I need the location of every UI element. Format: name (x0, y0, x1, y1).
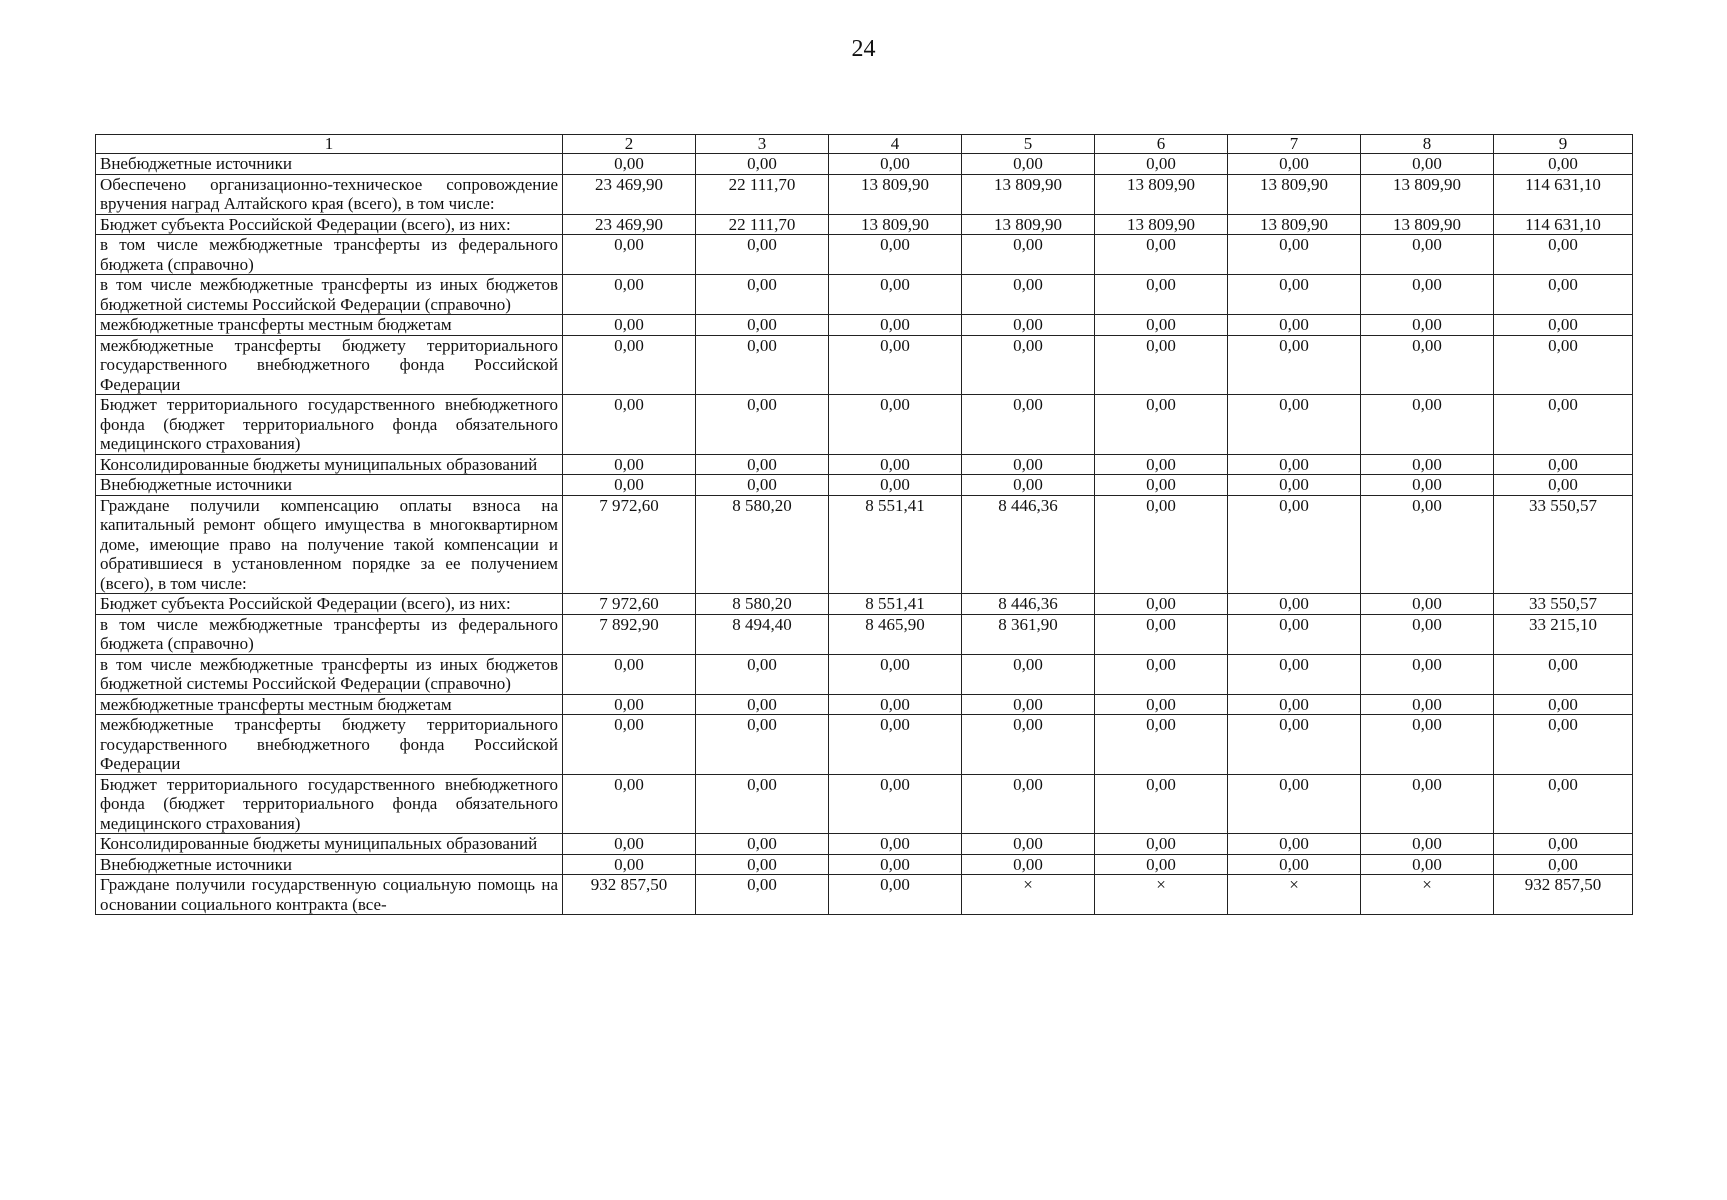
value-cell: 0,00 (1228, 275, 1361, 315)
value-cell: 0,00 (1228, 475, 1361, 496)
value-cell: 0,00 (1361, 495, 1494, 594)
value-cell: 33 215,10 (1494, 614, 1633, 654)
table-row (96, 875, 1633, 915)
row-label: Внебюджетные источники (96, 854, 563, 875)
value-cell: 0,00 (1361, 395, 1494, 455)
value-cell: 0,00 (1361, 774, 1494, 834)
value-cell: 0,00 (1095, 235, 1228, 275)
row-label: Граждане получили государственную социальную помощь на основании социального контракта (все- (96, 875, 563, 915)
column-header: 2 (563, 135, 696, 154)
row-label: Граждане получили компенсацию оплаты взноса на капитальный ремонт общего имущества в многоквартирном доме, имеющие право на получение такой компенсации и обратившиеся в установленном порядке за ее получением (всего), в том числе: (96, 495, 563, 594)
value-cell: 0,00 (1228, 235, 1361, 275)
value-cell: 13 809,90 (1228, 214, 1361, 235)
table-row (96, 694, 1633, 715)
row-label: межбюджетные трансферты местным бюджетам (96, 315, 563, 336)
value-cell: 0,00 (563, 774, 696, 834)
column-header: 7 (1228, 135, 1361, 154)
value-cell: × (962, 875, 1095, 915)
value-cell: 0,00 (1494, 694, 1633, 715)
value-cell: 0,00 (1361, 235, 1494, 275)
table-row (96, 275, 1633, 315)
value-cell: 0,00 (1494, 475, 1633, 496)
value-cell: 0,00 (696, 694, 829, 715)
value-cell: 0,00 (1361, 154, 1494, 175)
value-cell: 0,00 (1228, 774, 1361, 834)
value-cell: 0,00 (1361, 454, 1494, 475)
table-row (96, 654, 1633, 694)
value-cell: 0,00 (1228, 614, 1361, 654)
value-cell: 0,00 (1494, 335, 1633, 395)
value-cell: 0,00 (829, 275, 962, 315)
value-cell: 0,00 (1494, 854, 1633, 875)
value-cell: 0,00 (1361, 614, 1494, 654)
row-label: в том числе межбюджетные трансферты из иных бюджетов бюджетной системы Российской Федерации (справочно) (96, 654, 563, 694)
table-row (96, 495, 1633, 594)
value-cell: 0,00 (1361, 335, 1494, 395)
value-cell: 13 809,90 (1361, 174, 1494, 214)
table-row (96, 235, 1633, 275)
value-cell: 0,00 (1361, 834, 1494, 855)
value-cell: 0,00 (696, 854, 829, 875)
value-cell: 0,00 (1228, 694, 1361, 715)
value-cell: 0,00 (1361, 694, 1494, 715)
value-cell: 0,00 (1228, 315, 1361, 336)
value-cell: 0,00 (1095, 694, 1228, 715)
column-header: 1 (96, 135, 563, 154)
value-cell: 0,00 (1228, 654, 1361, 694)
value-cell: 8 551,41 (829, 495, 962, 594)
value-cell: 0,00 (1095, 154, 1228, 175)
value-cell: 0,00 (1095, 454, 1228, 475)
value-cell: 0,00 (1228, 335, 1361, 395)
value-cell: 0,00 (1095, 495, 1228, 594)
value-cell: 0,00 (962, 335, 1095, 395)
value-cell: 0,00 (1494, 454, 1633, 475)
value-cell: 0,00 (563, 854, 696, 875)
value-cell: 0,00 (829, 694, 962, 715)
value-cell: 0,00 (1494, 774, 1633, 834)
value-cell: 7 972,60 (563, 594, 696, 615)
table-row (96, 315, 1633, 336)
table-row (96, 335, 1633, 395)
row-label: межбюджетные трансферты бюджету территориального государственного внебюджетного фонда Российской Федерации (96, 335, 563, 395)
value-cell: 0,00 (1361, 594, 1494, 615)
value-cell: 0,00 (829, 715, 962, 775)
page-number: 24 (851, 36, 876, 62)
table-row (96, 774, 1633, 834)
value-cell: × (1361, 875, 1494, 915)
value-cell: 0,00 (696, 834, 829, 855)
value-cell: 0,00 (829, 854, 962, 875)
value-cell: 0,00 (563, 154, 696, 175)
table-row (96, 614, 1633, 654)
value-cell: 0,00 (1095, 614, 1228, 654)
value-cell: 0,00 (563, 654, 696, 694)
value-cell: × (1228, 875, 1361, 915)
value-cell: 13 809,90 (829, 214, 962, 235)
value-cell: 0,00 (563, 335, 696, 395)
value-cell: 0,00 (696, 475, 829, 496)
value-cell: 0,00 (829, 834, 962, 855)
value-cell: 0,00 (962, 854, 1095, 875)
value-cell: 8 446,36 (962, 594, 1095, 615)
row-label: межбюджетные трансферты бюджету территориального государственного внебюджетного фонда Российской Федерации (96, 715, 563, 775)
table-row (96, 715, 1633, 775)
value-cell: 0,00 (563, 235, 696, 275)
value-cell: 0,00 (563, 454, 696, 475)
value-cell: 0,00 (563, 475, 696, 496)
value-cell: 13 809,90 (1095, 174, 1228, 214)
value-cell: 0,00 (1095, 774, 1228, 834)
value-cell: 22 111,70 (696, 174, 829, 214)
value-cell: 114 631,10 (1494, 214, 1633, 235)
value-cell: 0,00 (962, 834, 1095, 855)
table-row (96, 454, 1633, 475)
value-cell: 8 446,36 (962, 495, 1095, 594)
value-cell: 0,00 (563, 715, 696, 775)
value-cell: 0,00 (696, 154, 829, 175)
value-cell: 8 465,90 (829, 614, 962, 654)
value-cell: 13 809,90 (962, 174, 1095, 214)
value-cell: 114 631,10 (1494, 174, 1633, 214)
value-cell: 0,00 (1228, 395, 1361, 455)
value-cell: 0,00 (962, 275, 1095, 315)
value-cell: 13 809,90 (1095, 214, 1228, 235)
value-cell: 0,00 (1095, 654, 1228, 694)
value-cell: 0,00 (1361, 654, 1494, 694)
value-cell: 13 809,90 (1228, 174, 1361, 214)
value-cell: 0,00 (829, 335, 962, 395)
value-cell: 0,00 (962, 395, 1095, 455)
value-cell: 932 857,50 (1494, 875, 1633, 915)
value-cell: 0,00 (696, 395, 829, 455)
table-row (96, 174, 1633, 214)
value-cell: 0,00 (1494, 715, 1633, 775)
value-cell: 0,00 (1228, 834, 1361, 855)
value-cell: 932 857,50 (563, 875, 696, 915)
value-cell: 0,00 (1228, 454, 1361, 475)
value-cell: 0,00 (696, 715, 829, 775)
column-header: 4 (829, 135, 962, 154)
column-header: 6 (1095, 135, 1228, 154)
column-header: 3 (696, 135, 829, 154)
value-cell: 0,00 (1228, 594, 1361, 615)
budget-table (95, 134, 1633, 915)
value-cell: 0,00 (1228, 715, 1361, 775)
value-cell: 0,00 (829, 395, 962, 455)
value-cell: 0,00 (1228, 154, 1361, 175)
value-cell: 0,00 (1228, 495, 1361, 594)
value-cell: 0,00 (1095, 715, 1228, 775)
value-cell: 0,00 (1361, 315, 1494, 336)
value-cell: 0,00 (1494, 395, 1633, 455)
value-cell: 0,00 (696, 315, 829, 336)
value-cell: 33 550,57 (1494, 495, 1633, 594)
value-cell: 0,00 (1494, 834, 1633, 855)
row-label: межбюджетные трансферты местным бюджетам (96, 694, 563, 715)
row-label: в том числе межбюджетные трансферты из иных бюджетов бюджетной системы Российской Федерации (справочно) (96, 275, 563, 315)
value-cell: 0,00 (1361, 275, 1494, 315)
row-label: в том числе межбюджетные трансферты из федерального бюджета (справочно) (96, 235, 563, 275)
row-label: Консолидированные бюджеты муниципальных образований (96, 834, 563, 855)
value-cell: 0,00 (696, 335, 829, 395)
value-cell: 0,00 (696, 275, 829, 315)
value-cell: 0,00 (1494, 654, 1633, 694)
value-cell: 0,00 (1095, 275, 1228, 315)
value-cell: 0,00 (563, 694, 696, 715)
row-label: Консолидированные бюджеты муниципальных образований (96, 454, 563, 475)
value-cell: 33 550,57 (1494, 594, 1633, 615)
value-cell: 0,00 (1095, 395, 1228, 455)
column-header: 9 (1494, 135, 1633, 154)
column-header: 5 (962, 135, 1095, 154)
value-cell: 0,00 (829, 475, 962, 496)
value-cell: 0,00 (962, 694, 1095, 715)
value-cell: 0,00 (829, 315, 962, 336)
value-cell: 0,00 (962, 654, 1095, 694)
value-cell: 0,00 (962, 715, 1095, 775)
value-cell: 0,00 (829, 774, 962, 834)
value-cell: 0,00 (962, 454, 1095, 475)
value-cell: 0,00 (563, 275, 696, 315)
value-cell: 0,00 (696, 654, 829, 694)
row-label: Внебюджетные источники (96, 475, 563, 496)
value-cell: 0,00 (1361, 854, 1494, 875)
row-label: Обеспечено организационно-техническое сопровождение вручения наград Алтайского края (всего), в том числе: (96, 174, 563, 214)
value-cell: 0,00 (962, 154, 1095, 175)
value-cell: 0,00 (696, 875, 829, 915)
row-label: Бюджет субъекта Российской Федерации (всего), из них: (96, 594, 563, 615)
value-cell: 0,00 (1494, 154, 1633, 175)
value-cell: 0,00 (829, 654, 962, 694)
value-cell: 0,00 (1095, 335, 1228, 395)
value-cell: 0,00 (962, 235, 1095, 275)
row-label: Бюджет субъекта Российской Федерации (всего), из них: (96, 214, 563, 235)
value-cell: 13 809,90 (829, 174, 962, 214)
value-cell: 0,00 (829, 235, 962, 275)
value-cell: 0,00 (962, 475, 1095, 496)
value-cell: 0,00 (829, 154, 962, 175)
value-cell: 8 494,40 (696, 614, 829, 654)
value-cell: 13 809,90 (1361, 214, 1494, 235)
value-cell: 0,00 (563, 834, 696, 855)
value-cell: 0,00 (696, 454, 829, 475)
table-row (96, 395, 1633, 455)
table-row (96, 154, 1633, 175)
value-cell: 8 361,90 (962, 614, 1095, 654)
value-cell: 0,00 (1494, 315, 1633, 336)
value-cell: 0,00 (829, 875, 962, 915)
value-cell: 7 892,90 (563, 614, 696, 654)
value-cell: 0,00 (1095, 854, 1228, 875)
value-cell: 0,00 (1095, 315, 1228, 336)
value-cell: 0,00 (563, 315, 696, 336)
value-cell: 0,00 (1361, 715, 1494, 775)
table-row (96, 214, 1633, 235)
value-cell: 0,00 (962, 315, 1095, 336)
value-cell: 22 111,70 (696, 214, 829, 235)
value-cell: 0,00 (563, 395, 696, 455)
value-cell: 0,00 (962, 774, 1095, 834)
value-cell: 13 809,90 (962, 214, 1095, 235)
row-label: Бюджет территориального государственного внебюджетного фонда (бюджет территориального фонда обязательного медицинского страхования) (96, 774, 563, 834)
value-cell: 0,00 (829, 454, 962, 475)
value-cell: 0,00 (1095, 834, 1228, 855)
column-header: 8 (1361, 135, 1494, 154)
value-cell: 8 580,20 (696, 594, 829, 615)
value-cell: 7 972,60 (563, 495, 696, 594)
value-cell: 0,00 (1228, 854, 1361, 875)
value-cell: 0,00 (1095, 475, 1228, 496)
value-cell: × (1095, 875, 1228, 915)
value-cell: 0,00 (1494, 235, 1633, 275)
value-cell: 0,00 (696, 774, 829, 834)
table-row (96, 475, 1633, 496)
value-cell: 23 469,90 (563, 174, 696, 214)
value-cell: 8 551,41 (829, 594, 962, 615)
value-cell: 8 580,20 (696, 495, 829, 594)
value-cell: 0,00 (696, 235, 829, 275)
row-label: в том числе межбюджетные трансферты из федерального бюджета (справочно) (96, 614, 563, 654)
value-cell: 0,00 (1361, 475, 1494, 496)
row-label: Внебюджетные источники (96, 154, 563, 175)
table-row (96, 594, 1633, 615)
table-row (96, 834, 1633, 855)
value-cell: 0,00 (1095, 594, 1228, 615)
value-cell: 23 469,90 (563, 214, 696, 235)
row-label: Бюджет территориального государственного внебюджетного фонда (бюджет территориального фонда обязательного медицинского страхования) (96, 395, 563, 455)
table-row (96, 854, 1633, 875)
value-cell: 0,00 (1494, 275, 1633, 315)
column-number-row (96, 135, 1633, 154)
